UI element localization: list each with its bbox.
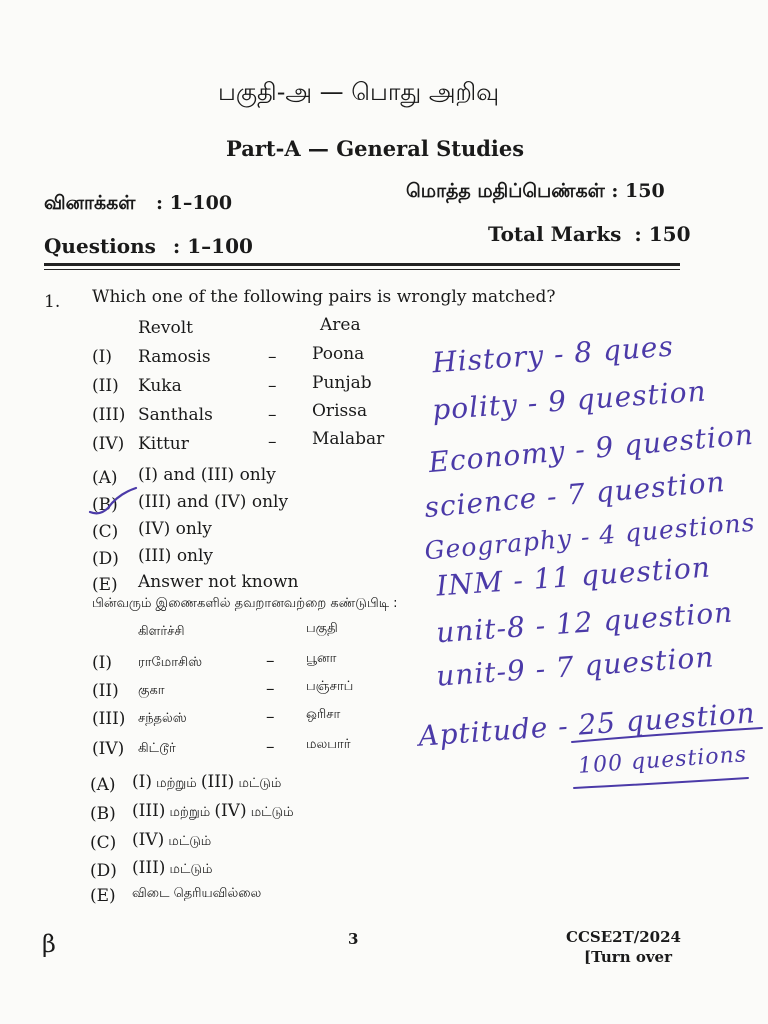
header-divider-thick [44,263,680,266]
title-tamil: பகுதி-அ — பொது அறிவு [218,78,500,106]
option-text: (III) only [138,546,214,566]
option-letter: (E) [92,575,118,595]
questions-english: Questions [44,234,156,258]
pair-area: Malabar [312,429,385,449]
option-letter: (D) [92,549,119,569]
column-header-area: Area [320,315,361,335]
option-text-tamil: (I) மற்றும் (III) மட்டும் [132,772,282,792]
pair-revolt: Santhals [138,405,213,425]
column-header-revolt-tamil: கிளர்ச்சி [138,624,185,639]
pair-area: Orissa [312,401,368,421]
option-text-tamil: (III) மற்றும் (IV) மட்டும் [132,801,294,821]
total-marks-value-english: : 150 [634,222,691,246]
question-text-tamil: பின்வரும் இணைகளில் தவறானவற்றை கண்டுபிடி : [92,596,398,611]
option-text: (IV) only [138,519,212,539]
questions-range-english: : 1–100 [172,234,253,258]
pair-dash: – [266,707,275,727]
note-polity: polity - 9 question [431,374,708,427]
pair-roman: (II) [92,681,119,701]
option-text-tamil: (III) மட்டும் [132,858,213,878]
option-letter: (A) [90,775,116,795]
pair-area-tamil: ஒரிசா [306,707,341,722]
pair-area-tamil: பூனா [306,651,337,666]
option-letter: (B) [90,804,116,824]
column-header-revolt: Revolt [138,318,193,338]
note-geography: Geography - 4 questions [423,507,757,566]
answer-tick-mark [86,484,156,520]
pair-revolt-tamil: குகா [138,683,165,698]
option-letter: (D) [90,861,117,881]
note-economy: Economy - 9 question [427,417,756,480]
note-history: History - 8 ques [431,329,675,380]
pair-area-tamil: மலபார் [306,737,351,752]
question-number: 1. [44,292,61,312]
pair-dash: – [268,432,277,452]
pair-revolt-tamil: சந்தல்ஸ் [138,711,187,726]
note-total: 100 questions [577,742,748,779]
pair-revolt-tamil: கிட்டூர் [138,741,176,756]
questions-label-english [44,234,253,258]
total-marks-english: Total Marks [488,222,622,246]
question-text: Which one of the following pairs is wrongly matched? [92,287,556,307]
pair-revolt: Ramosis [138,347,211,367]
questions-label-tamil [44,192,232,217]
note-unit-9: unit-9 - 7 question [435,640,716,693]
paper-code: CCSE2T/2024 [566,928,681,946]
pair-roman: (III) [92,405,126,425]
pair-revolt: Kuka [138,376,182,396]
page-number: 3 [348,930,359,948]
total-marks-tamil: மொத்த மதிப்பெண்கள் [406,180,605,202]
pair-roman: (I) [92,347,112,367]
pair-roman: (IV) [92,739,125,759]
option-text: (III) and (IV) only [138,492,289,512]
pair-area: Punjab [312,373,372,393]
beta-symbol: β [42,930,56,958]
questions-range-tamil: : 1–100 [156,192,233,214]
option-letter: (C) [92,522,119,542]
pair-dash: – [268,376,277,396]
total-marks-label-tamil [406,180,665,205]
option-letter: (E) [90,886,116,906]
option-text: Answer not known [138,572,299,592]
pair-area: Poona [312,344,365,364]
header-divider-thin [44,269,680,270]
pair-dash: – [266,679,275,699]
pair-dash: – [266,651,275,671]
pair-roman: (I) [92,653,112,673]
option-letter: (B) [92,495,118,515]
pair-dash: – [268,347,277,367]
pair-roman: (II) [92,376,119,396]
pair-roman: (III) [92,709,126,729]
option-letter: (A) [92,468,118,488]
note-unit-8: unit-8 - 12 question [435,595,735,650]
pair-area-tamil: பஞ்சாப் [306,679,354,694]
pair-revolt: Kittur [138,434,189,454]
turn-over: [Turn over [584,948,672,966]
note-science: science - 7 question [423,464,727,525]
pair-roman: (IV) [92,434,125,454]
note-total-underline [572,774,752,792]
option-letter: (C) [90,833,117,853]
pair-dash: – [268,405,277,425]
pair-revolt-tamil: ராமோசிஸ் [138,655,203,670]
option-text-tamil: விடை தெரியவில்லை [132,886,262,901]
total-marks-label-english [488,222,691,246]
column-header-area-tamil: பகுதி [306,621,338,636]
pair-dash: – [266,737,275,757]
note-inm: INM - 11 question [435,550,712,603]
questions-tamil: வினாக்கள் [44,192,136,214]
total-marks-value-tamil: : 150 [611,180,665,202]
option-text: (I) and (III) only [138,465,276,485]
title-english: Part-A — General Studies [226,136,525,161]
option-text-tamil: (IV) மட்டும் [132,830,212,850]
note-aptitude: Aptitude - 25 question [417,696,757,753]
